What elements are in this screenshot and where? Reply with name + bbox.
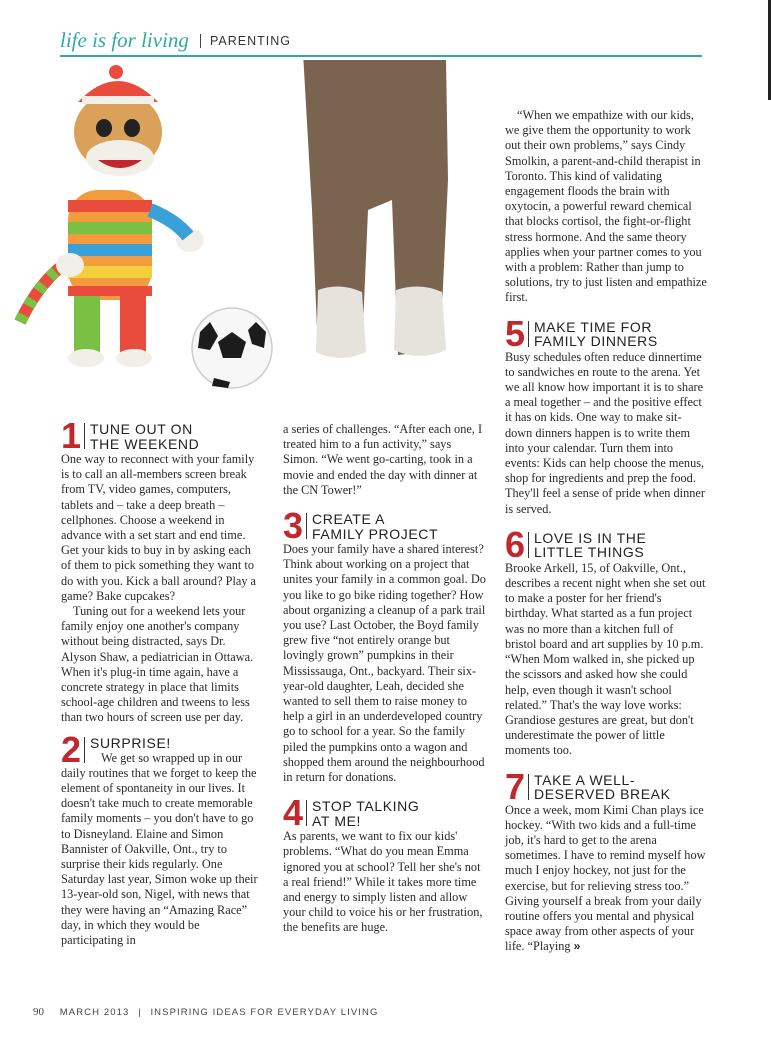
heading-divider <box>528 774 529 800</box>
column-3 <box>505 108 707 955</box>
tip-4-paragraph-1: As parents, we want to fix our kids' problems. “What do you mean Emma ignored you at school? Tell her she's not a real friend!” While it takes more time and energy to simply listen and allow your child to voice his or her frustration, the benefits are huge. <box>283 829 483 935</box>
tip-5-heading <box>505 312 707 354</box>
heading-divider <box>528 321 529 347</box>
tip-7-heading <box>505 765 707 807</box>
header-divider <box>200 34 201 48</box>
tip-1-number: 1 <box>61 415 82 456</box>
tip-7-title <box>534 773 671 802</box>
tip-6-number: 6 <box>505 523 526 565</box>
tip-3-title-line-2: FAMILY PROJECT <box>312 525 439 542</box>
tip-4-title-line-2: AT ME! <box>312 812 362 829</box>
tip-7-title-line-2: DESERVED BREAK <box>534 786 671 803</box>
header-rule <box>60 55 702 57</box>
column-2 <box>283 422 486 936</box>
heading-divider <box>84 737 85 763</box>
tip-2-paragraph-2: a series of challenges. “After each one, I treated him to a fun activity,” says Simon. “We went go-carting, took in a movie and ended the day with dinner at the CN Tower!” <box>283 422 483 497</box>
tip-2-number: 2 <box>61 728 82 770</box>
heading-divider <box>306 513 307 539</box>
footer-tagline: INSPIRING IDEAS FOR EVERYDAY LIVING <box>150 1007 379 1018</box>
tip-4-heading <box>283 792 486 834</box>
heading-divider <box>84 423 85 449</box>
tip-1-title-line-1: TUNE OUT ON <box>90 421 193 437</box>
tip-3-number: 3 <box>283 505 304 547</box>
tip-3-paragraph-1: Does your family have a shared interest? Think about working on a project that unites your family in a common goal. Do you like to go bike riding together? How about organizing a cleanup of a park trail you use? Last October, the Boyd family grew five “not entirely orange but lovingly grown” pumpkins in their Mississauga, Ont., backyard. Their six-year-old daughter, Leah, decided she wanted to sell them to raise money to help a girl in an underdeveloped country go to school for a year. So the family piled the pumpkins onto a wagon and shopped them around the neighbourhood in return for donations. <box>283 542 486 785</box>
column-1 <box>61 415 261 948</box>
page-header <box>60 28 700 54</box>
tip-1-title-line-2: THE WEEKEND <box>90 435 200 452</box>
tip-4-paragraph-2: “When we empathize with our kids, we give them the opportunity to work out their own problems,” says Cindy Smolkin, a parent-and-child therapist in Toronto. This kind of validating engagement floods the brain with oxytocin, a powerful reward chemical that blocks cortisol, the fight-or-flight stress hormone. And the same theory applies when your partner comes to you with a problem: Rather than jump to solutions, try to just listen and empathize first. <box>505 108 707 305</box>
tip-5-paragraph-1: Busy schedules often reduce dinnertime to sandwiches en route to the arena. Yet we all know how important it is to share a meal together – and the positive effect it has on kids. One way to make sit-down dinners happen is to write them into your calendar. Turn them into events: Kids can help choose the menus, shop for ingredients and prep the food. They'll feel a sense of pride when dinner is served. <box>505 349 705 516</box>
tip-5-number: 5 <box>505 312 526 354</box>
tip-2-title: SURPRISE! <box>90 734 171 751</box>
tip-7-text: Once a week, mom Kimi Chan plays ice hockey. “With two kids and a full-time job, it's hard to get to the arena sometimes. I have to remind myself how much I enjoy hockey, not just for the exercise, but for relieving stress too.” Giving yourself a break from your daily routine offers you mental and physical space away from other aspects of your life. “Playing <box>505 802 706 954</box>
continue-arrow-icon: » <box>573 939 581 954</box>
tip-7-number: 7 <box>505 765 526 807</box>
tip-6-title <box>534 531 646 560</box>
tip-3-heading <box>283 505 486 547</box>
sock-monkey-illustration <box>0 60 500 400</box>
issue-date: MARCH 2013 <box>59 1007 130 1018</box>
heading-divider <box>306 800 307 826</box>
tip-4-title-line-1: STOP TALKING <box>312 798 420 815</box>
page-number: 90 <box>33 1006 44 1018</box>
brand-logo: life is for living <box>60 28 189 52</box>
tip-7-title-line-1: TAKE A WELL- <box>534 771 636 788</box>
tip-4-number: 4 <box>283 792 304 834</box>
section-label: PARENTING <box>210 34 291 48</box>
striped-monkey-image <box>20 65 204 367</box>
tip-7-paragraph-1 <box>505 803 707 955</box>
tip-6-title-line-2: LITTLE THINGS <box>534 544 645 561</box>
tip-1-title <box>90 422 199 451</box>
soccer-ball-image <box>192 308 272 388</box>
tip-1-paragraph-1: One way to reconnect with your family is to call an all-members screen break from TV, video games, computers, tablets and – take a deep breath – cellphones. Choose a weekend in advance with a set start and end time. Get your kids to buy in by asking each of them to pick something they want to do with you. Kick a ball around? Play a game? Bake cupcakes? <box>61 452 256 603</box>
sock-monkey-legs-image <box>300 60 448 358</box>
tip-4-title <box>312 799 419 828</box>
tip-6-heading <box>505 523 707 565</box>
page-footer <box>33 1006 378 1018</box>
tip-6-title-line-1: LOVE IS IN THE <box>534 529 647 546</box>
tip-1-paragraph-2: Tuning out for a weekend lets your family enjoy one another's company without being distracted, says Dr. Alyson Shaw, a pediatrician in Ottawa. When it's plug-in time again, have a concrete strategy in place that limits school-age children and tweens to less than two hours of screen use per day. <box>61 604 254 725</box>
tip-6-paragraph-1: Brooke Arkell, 15, of Oakville, Ont., describes a recent night when she set out to make a poster for her friend's birthday. What started as a fun project was no more than a kitchen full of bristol board and art supplies by 10 p.m. “When Mom walked in, she picked up the scissors and asked how she could help, even though it wasn't school related.” That's the way love works: Grandiose gestures are great, but don't underestimate the power of little moments too. <box>505 560 706 758</box>
tip-3-title <box>312 512 438 541</box>
tip-3-title-line-1: CREATE A <box>312 511 386 528</box>
tip-5-title <box>534 320 658 349</box>
tip-5-title-line-1: MAKE TIME FOR <box>534 318 653 335</box>
tip-2-paragraph-1: We get so wrapped up in our daily routines that we forget to keep the element of spontaneity in our lives. It doesn't take much to create memorable family moments – you don't have to go to Disneyland. Elaine and Simon Bannister of Oakville, Ont., try to surprise their kids regularly. One Saturday last year, Simon woke up their 13-year-old son, Nigel, with news that they were having an “Amazing Race” day, in which they would be participating in <box>61 750 258 948</box>
tip-5-title-line-2: FAMILY DINNERS <box>534 333 658 350</box>
tip-1-heading <box>61 415 261 456</box>
heading-divider <box>528 532 529 558</box>
footer-divider: | <box>138 1007 142 1018</box>
